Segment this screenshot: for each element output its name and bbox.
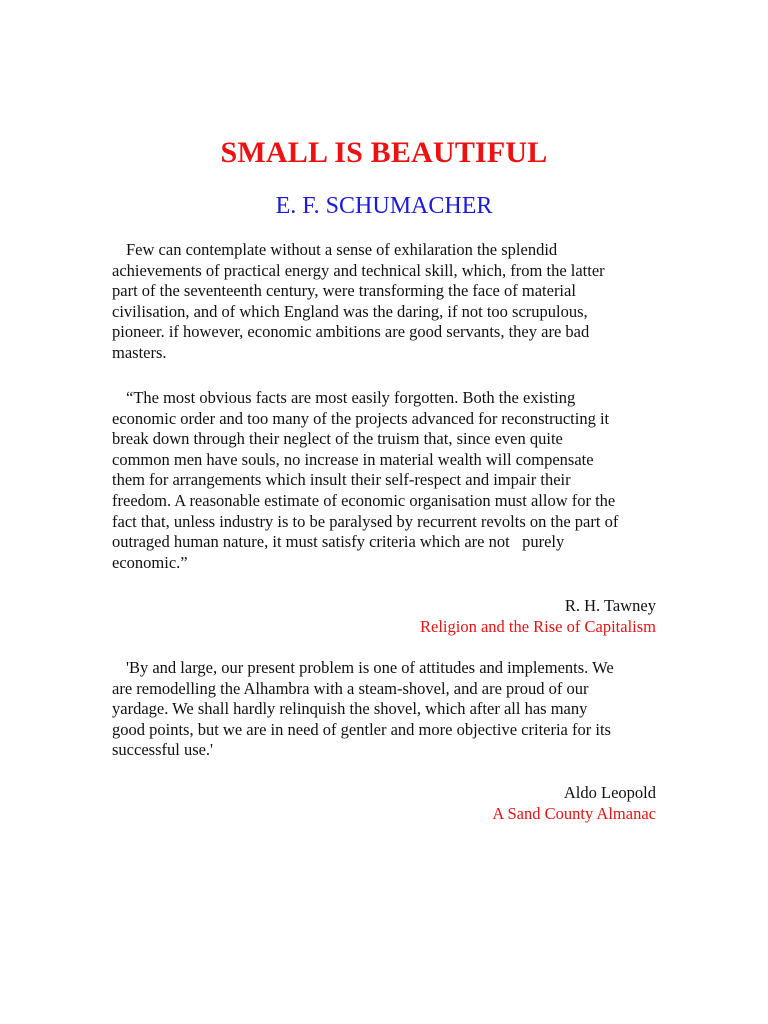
- paragraph-line: them for arrangements which insult their self-respect and impair their: [112, 470, 571, 490]
- paragraph-line: “The most obvious facts are most easily forgotten. Both the existing: [126, 388, 576, 407]
- attribution-work: A Sand County Almanac: [492, 803, 656, 823]
- attribution-name: Aldo Leopold: [563, 783, 656, 802]
- paragraph-line: freedom. A reasonable estimate of economic organisation must allow for the: [112, 490, 616, 510]
- paragraph-line: pioneer. if however, economic ambitions are good servants, they are bad: [112, 322, 590, 342]
- attribution-work: Religion and the Rise of Capitalism: [419, 616, 656, 636]
- quote-tawney: [112, 388, 658, 573]
- paragraph-line: are remodelling the Alhambra with a steam-shovel, and are proud of our: [112, 678, 589, 698]
- paragraph-line: achievements of practical energy and technical skill, which, from the latter: [112, 260, 605, 280]
- paragraph-line: Few can contemplate without a sense of exhilaration the splendid: [126, 240, 558, 259]
- attribution-leopold: [112, 783, 656, 824]
- paragraph-line: successful use.': [112, 740, 214, 760]
- paragraph-line: break down through their neglect of the truism that, since even quite: [112, 429, 563, 449]
- paragraph-line: masters.: [112, 342, 167, 362]
- paragraph-line: civilisation, and of which England was the daring, if not too scrupulous,: [112, 301, 588, 321]
- quote-leopold: [112, 658, 658, 761]
- attribution-name: R. H. Tawney: [564, 596, 656, 615]
- paragraph-line: part of the seventeenth century, were transforming the face of material: [112, 281, 576, 301]
- paragraph-line: yardage. We shall hardly relinquish the shovel, which after all has many: [112, 699, 588, 719]
- paragraph-1: [112, 240, 658, 364]
- paragraph-line: fact that, unless industry is to be paralysed by recurrent revolts on the part of: [112, 511, 619, 531]
- document-author: E. F. SCHUMACHER: [275, 193, 493, 219]
- paragraph-line: 'By and large, our present problem is one of attitudes and implements. We: [126, 658, 614, 677]
- document-title: SMALL IS BEAUTIFUL: [220, 136, 548, 169]
- paragraph-line: economic order and too many of the projects advanced for reconstructing it: [112, 408, 610, 428]
- paragraph-line: common men have souls, no increase in material wealth will compensate: [112, 449, 594, 469]
- attribution-tawney: [112, 596, 656, 637]
- paragraph-line: economic.”: [112, 552, 188, 572]
- paragraph-line: outraged human nature, it must satisfy criteria which are not purely: [112, 532, 565, 552]
- paragraph-line: good points, but we are in need of gentler and more objective criteria for its: [112, 719, 611, 739]
